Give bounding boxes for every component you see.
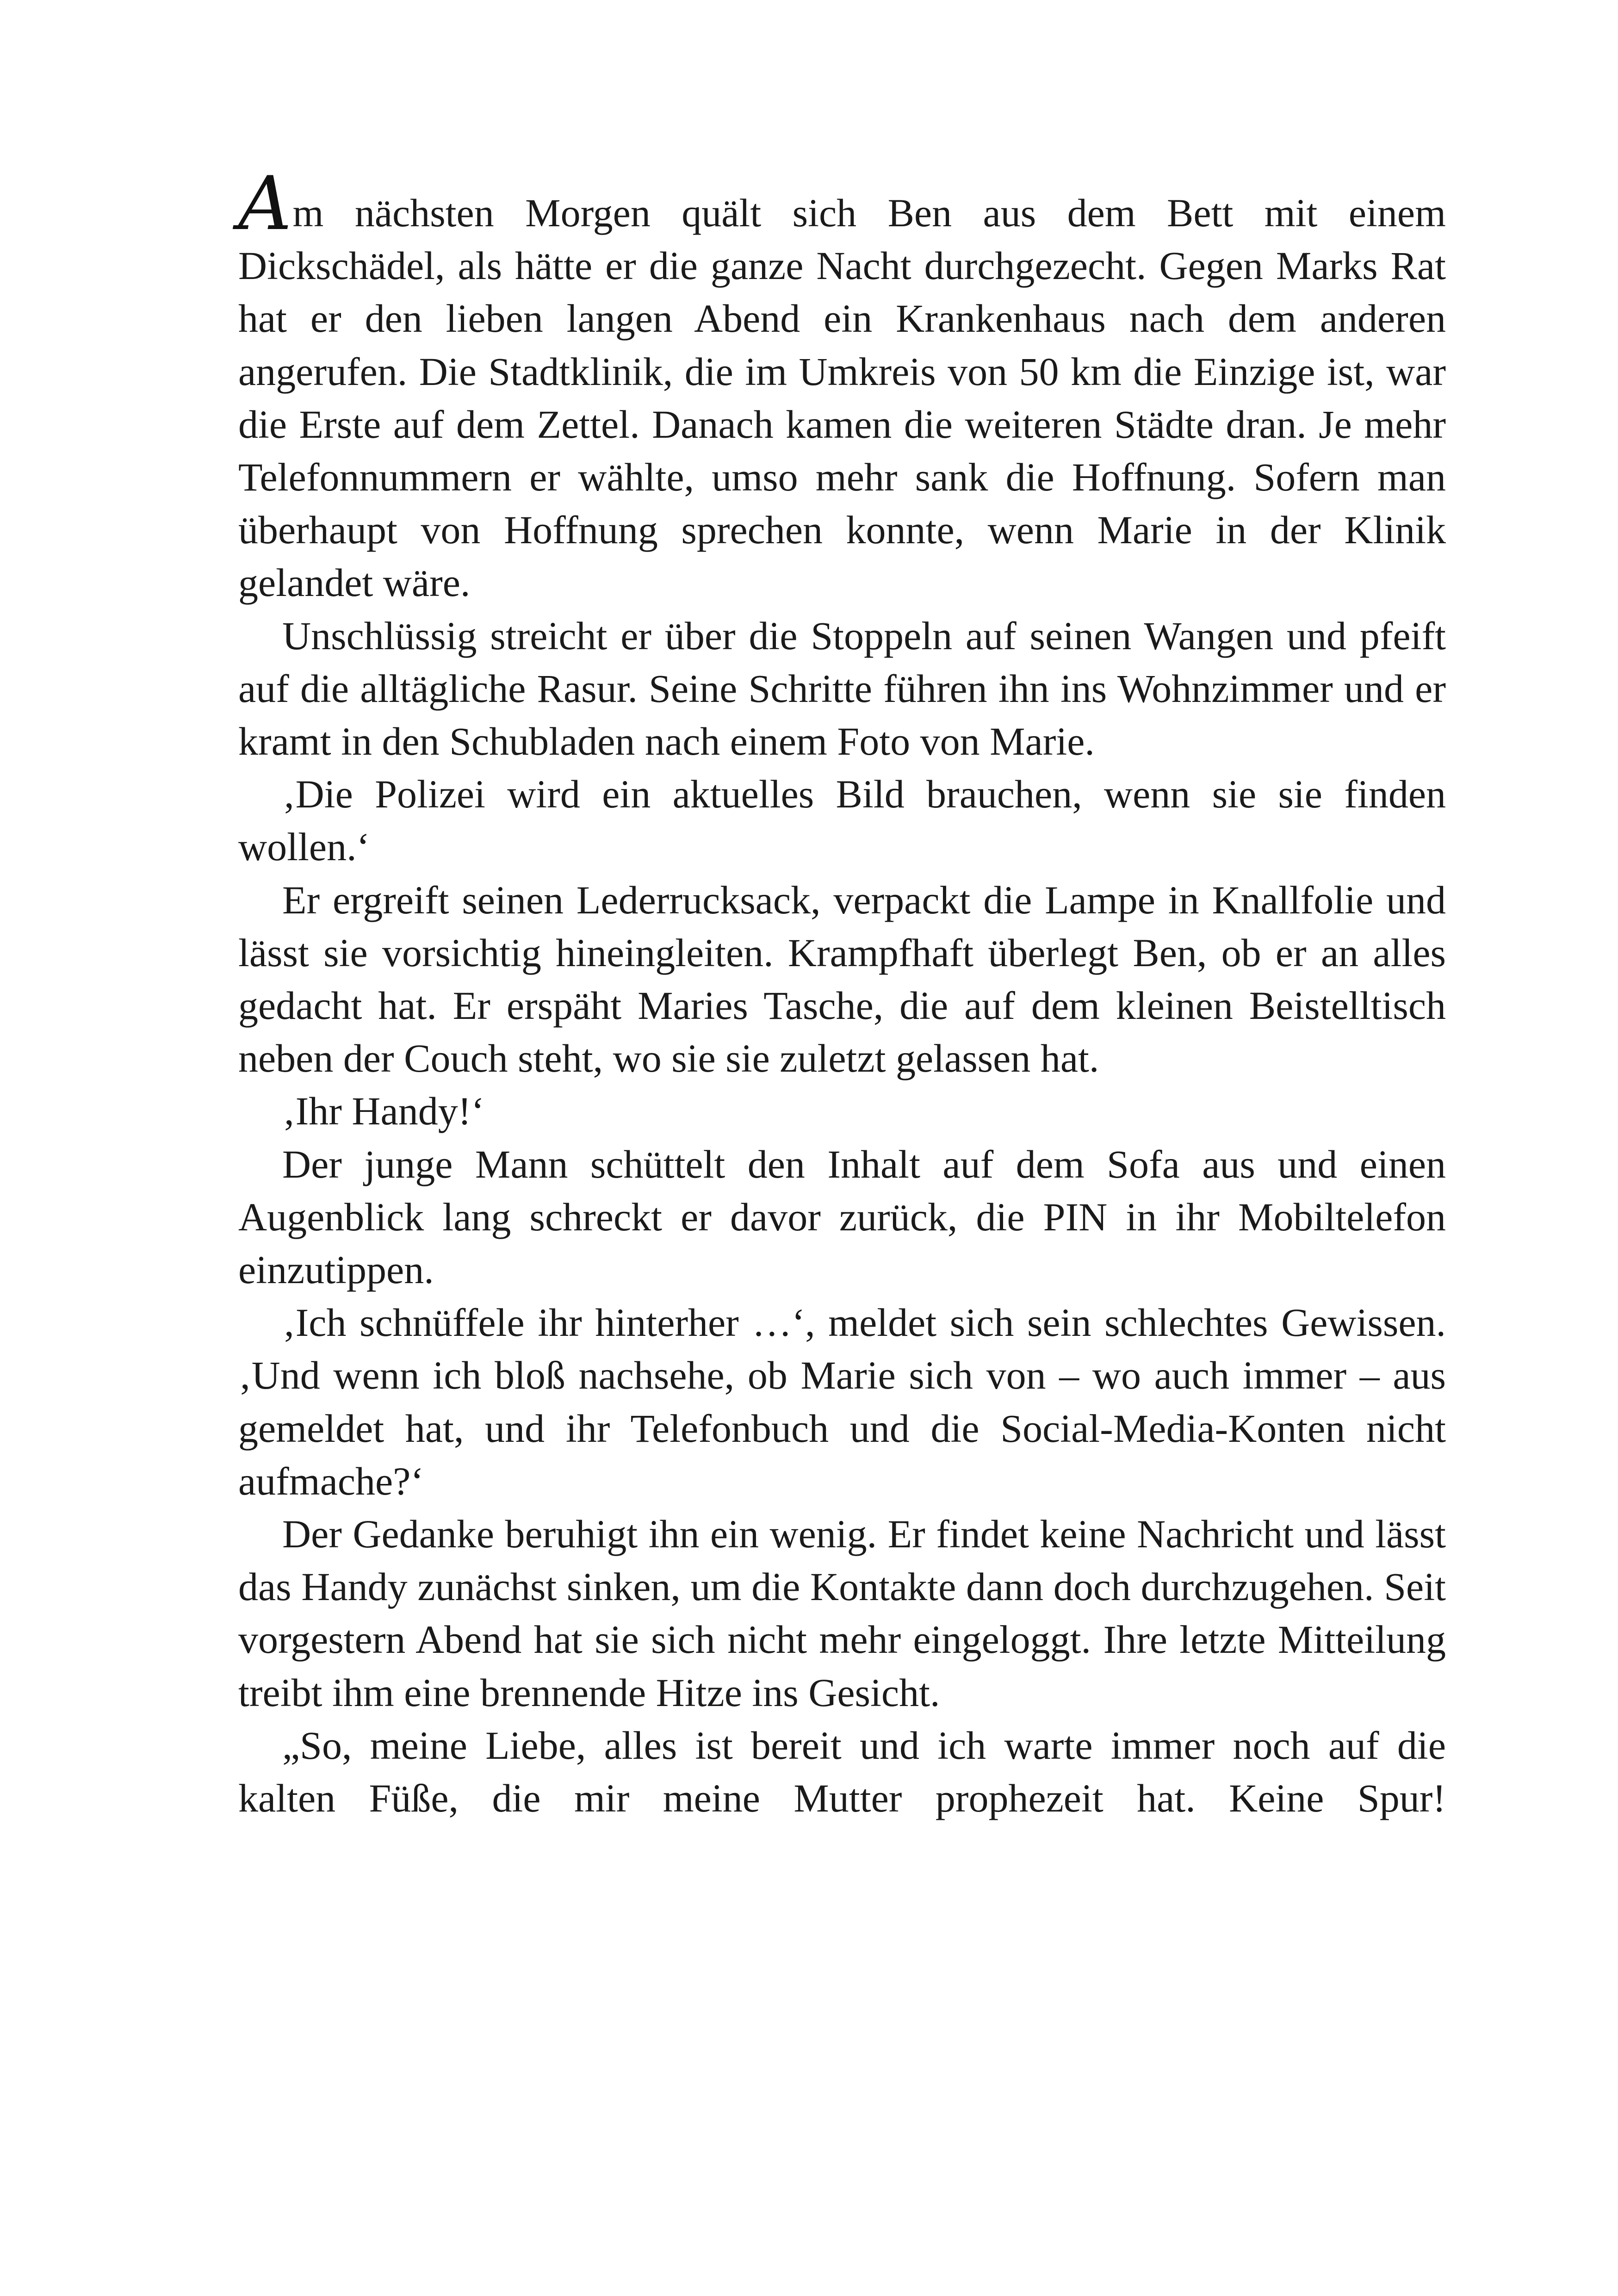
- paragraph-1-text: m nächsten Morgen quält sich Ben aus dem Bett mit einem Dickschädel, als hätte er die ganze Nacht durchgezecht. Gegen Marks Rat hat er den lieben langen Abend ein Krankenhaus nach dem anderen angerufen. Die Stadtklinik, die im Umkreis von 50 km die Einzige ist, war die Erste auf dem Zettel. Danach kamen die weiteren Städte dran. Je mehr Telefonnummern er wählte, umso mehr sank die Hoffnung. Sofern man überhaupt von Hoffnung sprechen konnte, wenn Marie in der Klinik gelandet wäre.: [238, 191, 1446, 605]
- decorative-initial: A: [238, 160, 292, 247]
- paragraph-8: Der Gedanke beruhigt ihn ein wenig. Er findet keine Nachricht und lässt das Handy zunächst sinken, um die Kontakte dann doch durchzugehen. Seit vorgestern Abend hat sie sich nicht mehr eingeloggt. Ihre letzte Mitteilung treibt ihm eine brennende Hitze ins Gesicht.: [238, 1512, 1446, 1715]
- paragraph-9: „So, meine Liebe, alles ist bereit und ich warte immer noch auf die kalten Füße, die mir meine Mutter prophezeit hat. Keine Spur!: [238, 1723, 1446, 1821]
- paragraph-3: ‚Die Polizei wird ein aktuelles Bild brauchen, wenn sie sie finden wollen.‘: [238, 772, 1446, 869]
- paragraph-4: Er ergreift seinen Lederrucksack, verpackt die Lampe in Knallfolie und lässt sie vorsichtig hineingleiten. Krampfhaft überlegt Ben, ob er an alles gedacht hat. Er erspäht Maries Tasche, die auf dem kleinen Beistelltisch neben der Couch steht, wo sie sie zuletzt gelassen hat.: [238, 877, 1446, 1081]
- paragraph-6: Der junge Mann schüttelt den Inhalt auf dem Sofa aus und einen Augenblick lang schreckt er davor zurück, die PIN in ihr Mobiltelefon einzutippen.: [238, 1142, 1446, 1292]
- paragraph-7: ‚Ich schnüffele ihr hinterher …‘, meldet sich sein schlechtes Gewissen. ‚Und wenn ich bloß nachsehe, ob Marie sich von – wo auch immer – aus gemeldet hat, und ihr Telefonbuch und die Social-Media-Konten nicht aufmache?‘: [238, 1300, 1446, 1503]
- paragraph-2: Unschlüssig streicht er über die Stoppeln auf seinen Wangen und pfeift auf die alltägliche Rasur. Seine Schritte führen ihn ins Wohnzimmer und er kramt in den Schubladen nach einem Foto von Marie.: [238, 613, 1446, 764]
- body-text: [238, 160, 1446, 1824]
- paragraph-5: ‚Ihr Handy!‘: [282, 1089, 484, 1134]
- paragraph-1: [238, 160, 1446, 609]
